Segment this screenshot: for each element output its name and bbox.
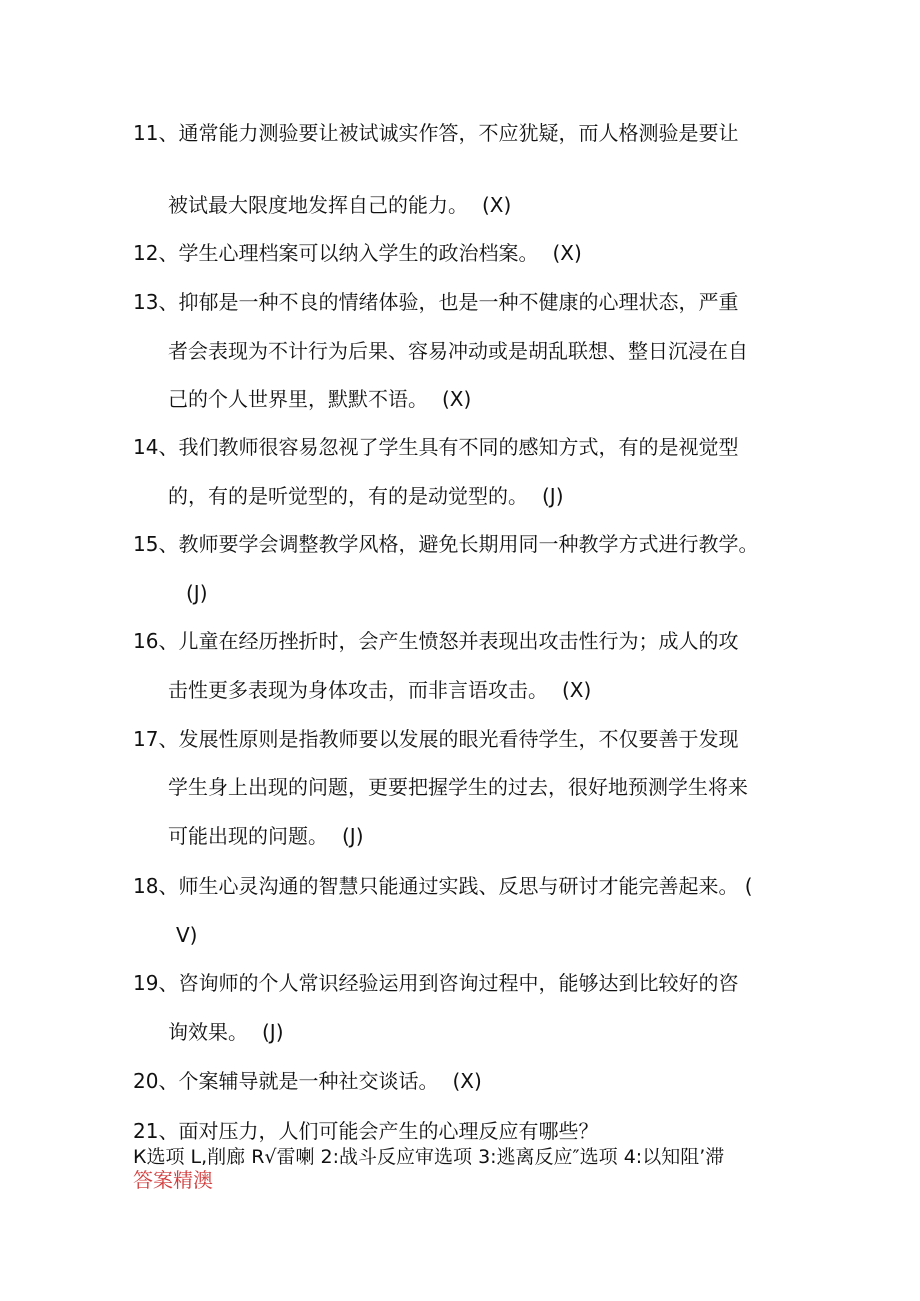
question-13-line-3: 己的个人世界里，默默不语。 (X) xyxy=(168,387,472,411)
question-12-line-1: 12、学生心理档案可以纳入学生的政治档案。 (X) xyxy=(133,241,582,265)
question-19-line-2: 询效果。 (J) xyxy=(168,1020,284,1044)
question-11-line-1: 11、通常能力测验要让被试诚实作答，不应犹疑，而人格测验是要让 xyxy=(133,121,739,145)
question-14-line-1: 14、我们教师很容易忽视了学生具有不同的感知方式，有的是视觉型 xyxy=(133,435,739,459)
answer-20: (X) xyxy=(452,1069,482,1093)
answer-13: (X) xyxy=(442,387,472,411)
question-21-line-1: 21、面对压力，人们可能会产生的心理反应有哪些？ xyxy=(133,1119,599,1143)
answer-14: (J) xyxy=(542,484,564,508)
answer-11: (X) xyxy=(482,193,512,217)
question-18-line-1: 18、师生心灵沟通的智慧只能通过实践、反思与研讨才能完善起来。 ( xyxy=(133,874,753,898)
question-16-line-2: 击性更多表现为身体攻击，而非言语攻击。 (X) xyxy=(168,678,592,702)
question-11-line-2: 被试最大限度地发挥自己的能力。 (X) xyxy=(168,193,512,217)
question-17-line-2: 学生身上出现的问题，更要把握学生的过去，很好地预测学生将来 xyxy=(168,775,748,799)
answer-17: (J) xyxy=(342,824,364,848)
question-13-line-1: 13、抑郁是一种不良的情绪体验，也是一种不健康的心理状态，严重 xyxy=(133,290,739,314)
question-17-line-1: 17、发展性原则是指教师要以发展的眼光看待学生，不仅要善于发现 xyxy=(133,727,739,751)
answer-15: (J) xyxy=(186,581,208,605)
answer-16: (X) xyxy=(562,678,592,702)
question-15-line-1: 15、教师要学会调整教学风格，避免长期用同一种教学方式进行教学。 xyxy=(133,532,759,556)
question-20-line-1: 20、个案辅导就是一种社交谈话。 (X) xyxy=(133,1069,482,1093)
question-13-line-2: 者会表现为不计行为后果、容易冲动或是胡乱联想、整日沉浸在自 xyxy=(168,339,748,363)
question-16-line-1: 16、儿童在经历挫折时，会产生愤怒并表现出攻击性行为；成人的攻 xyxy=(133,629,739,653)
answer-stamp: 答案精澳 xyxy=(133,1168,213,1192)
answer-19: (J) xyxy=(262,1020,284,1044)
question-17-line-3: 可能出现的问题。 (J) xyxy=(168,824,364,848)
answer-12: (X) xyxy=(552,241,582,265)
options-line: К选项 L,削廊 R√雷喇 2:战斗反应审选项 3:逃离反应″选项 4:以知阻’滞 xyxy=(133,1146,725,1168)
answer-18: V) xyxy=(176,923,198,947)
question-14-line-2: 的，有的是听觉型的，有的是动觉型的。 (J) xyxy=(168,484,564,508)
question-19-line-1: 19、咨询师的个人常识经验运用到咨询过程中，能够达到比较好的咨 xyxy=(133,971,739,995)
